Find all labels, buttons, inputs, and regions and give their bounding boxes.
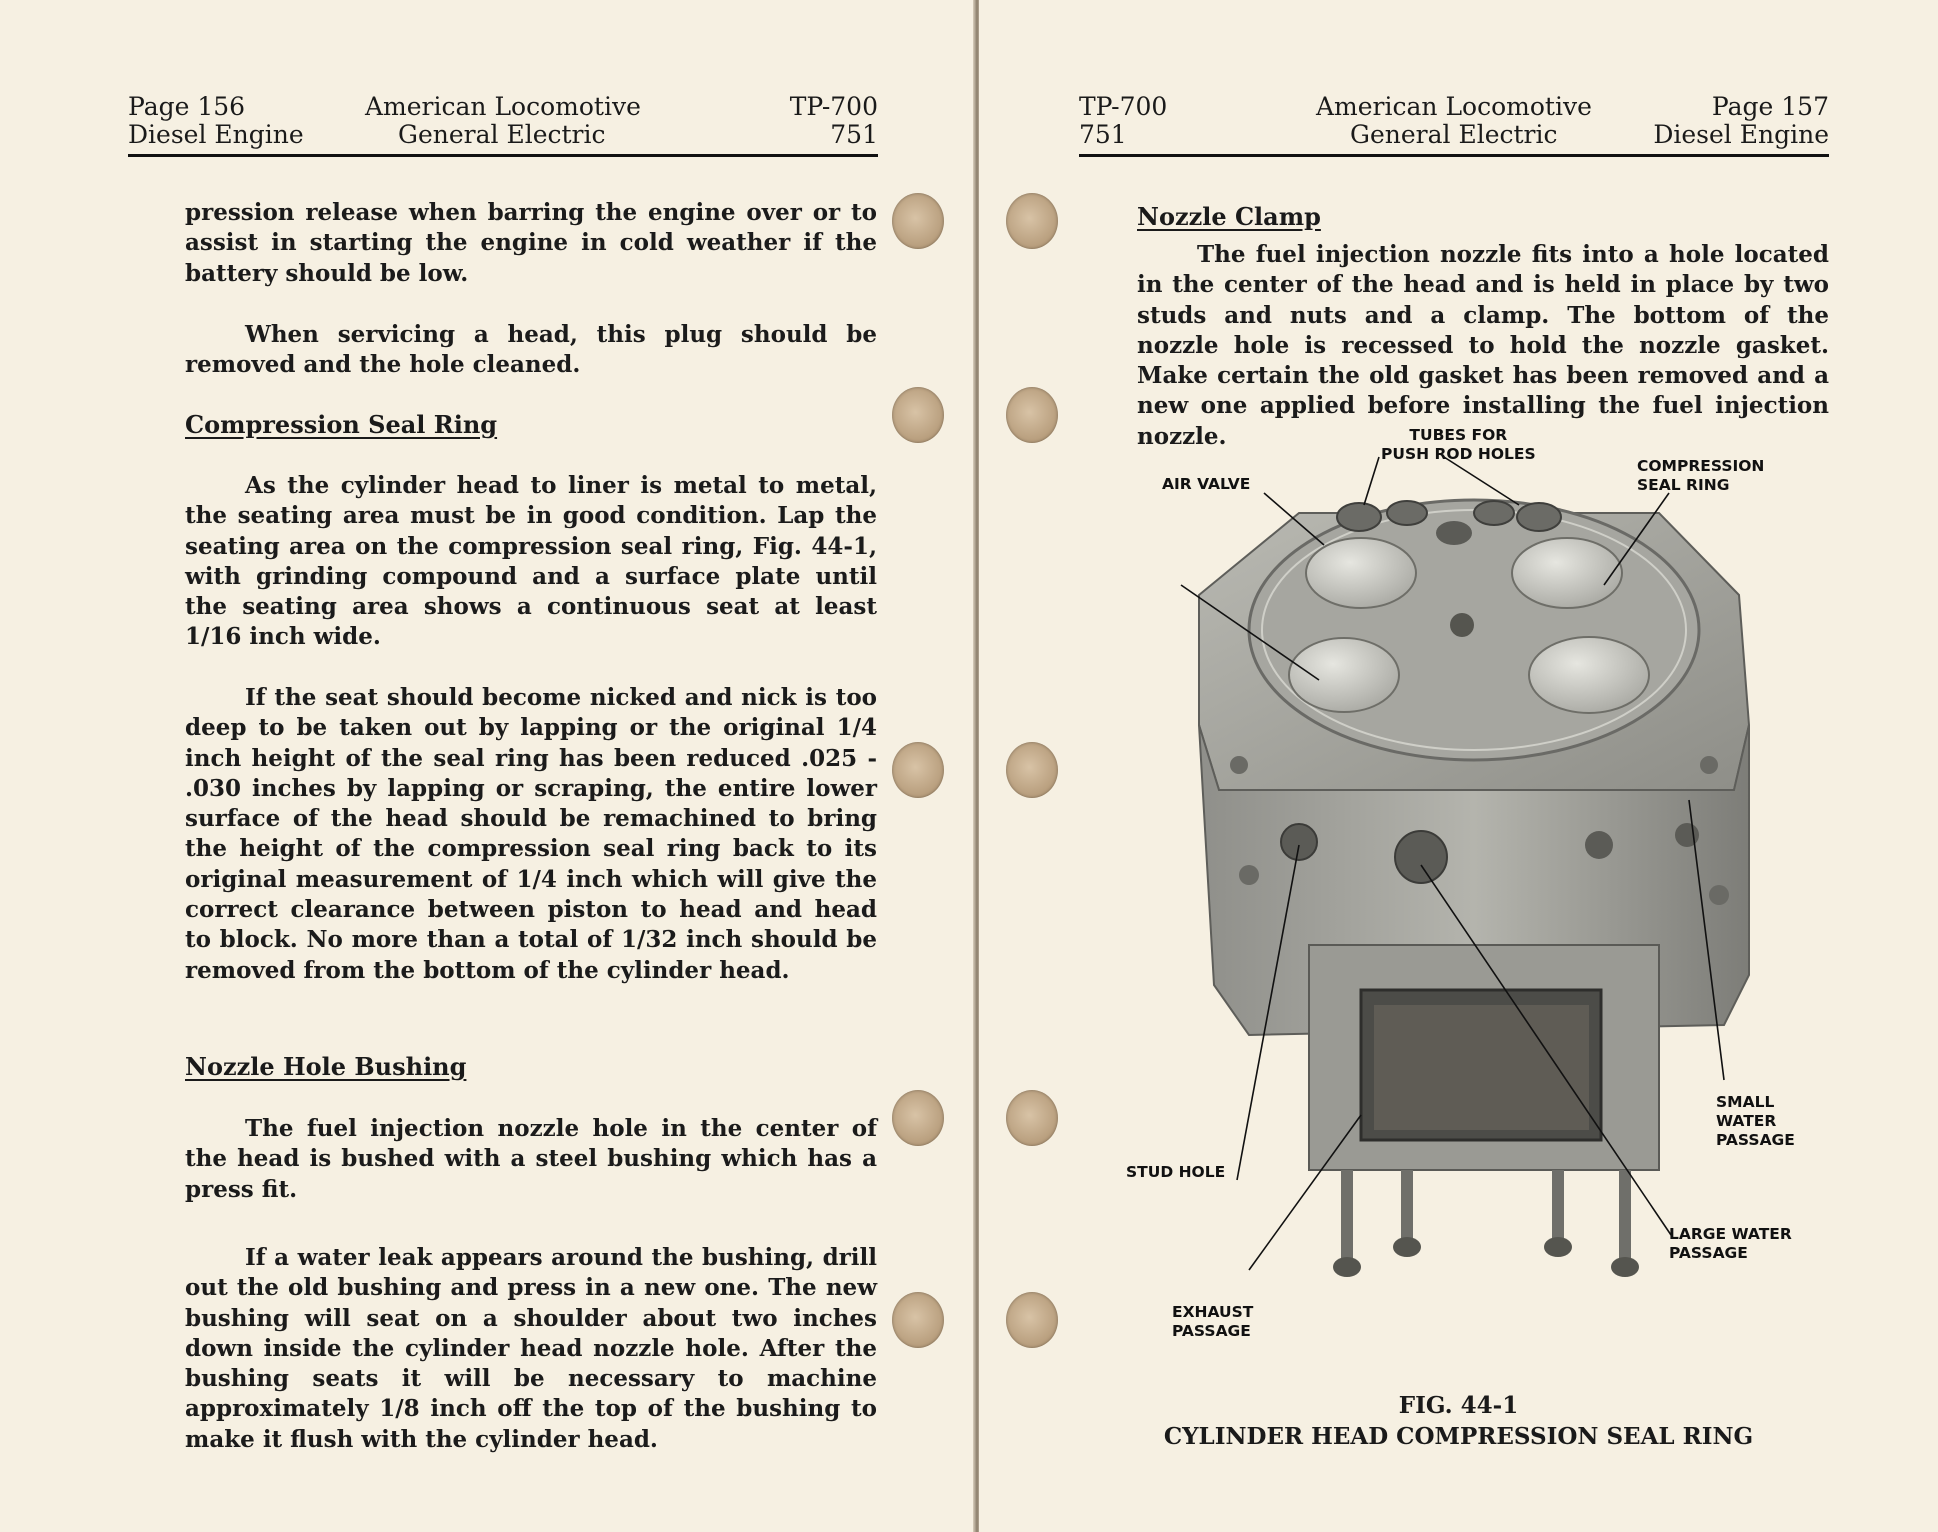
right-page-doc-rev: 751 (1079, 120, 1127, 149)
left-page-doc-id: TP-700 (789, 92, 878, 121)
right-page-number: Page 157 (1711, 92, 1829, 121)
binder-hole (892, 193, 944, 249)
left-page-number: Page 156 (128, 92, 246, 121)
binder-hole (1006, 1090, 1058, 1146)
right-page-header-title: American Locomotive (1316, 92, 1592, 121)
paragraph-nozzle-clamp: The fuel injection nozzle fits into a hole located in the center of the head and is held in place by two studs and nuts and a clamp. The bottom of the nozzle hole is recessed to hold the nozzle gasket. Make certain the old gasket has been removed and a new one applied before installing the fuel injection nozzle. (1137, 241, 1829, 450)
callout-air-valve: AIR VALVE (1162, 475, 1251, 493)
right-page-header (1079, 92, 1829, 157)
paragraph-compression-1: As the cylinder head to liner is metal to metal, the seating area must be in good condition. Lap the seating area on the compression seal ring, Fig. 44-1, with grinding compound and a surface plate until the seating area shows a continuous seat at least 1/16 inch wide. (185, 472, 877, 651)
binder-hole (892, 1090, 944, 1146)
left-page-header (128, 92, 878, 157)
right-page-doc-id: TP-700 (1079, 92, 1168, 121)
heading-nozzle-clamp: Nozzle Clamp (1137, 202, 1321, 231)
left-page-header-title: American Locomotive (365, 92, 641, 121)
right-page (979, 0, 1938, 1532)
paragraph-bushing-1: The fuel injection nozzle hole in the center of the head is bushed with a steel bushing which has a press fit. (185, 1115, 877, 1203)
callout-small-water-passage: SMALL WATER PASSAGE (1716, 1093, 1795, 1149)
left-page-doc-rev: 751 (830, 120, 878, 149)
binder-hole (1006, 1292, 1058, 1348)
paragraph-compression-2: If the seat should become nicked and nick is too deep to be taken out by lapping or the original 1/4 inch height of the seal ring has been reduced .025 - .030 inches by lapping or scraping, the entire lower surface of the head should be remachined to bring the height of the compression seal ring back to its original measurement of 1/4 inch which will give the correct clearance between piston to head and head to block. No more than a total of 1/32 inch should be removed from the bottom of the cylinder head. (185, 684, 877, 984)
binder-hole (1006, 387, 1058, 443)
heading-compression-seal-ring: Compression Seal Ring (185, 410, 498, 439)
paragraph-servicing: When servicing a head, this plug should be removed and the hole cleaned. (185, 321, 877, 379)
left-page-header-subtitle: General Electric (398, 120, 606, 149)
paragraph-bushing-2: If a water leak appears around the bushing, drill out the old bushing and press in a new one. The new bushing will seat on a shoulder about two inches down inside the cylinder head nozzle hole. After the bushing seats it will be necessary to machine approximately 1/8 inch off the top of the bushing to make it flush with the cylinder head. (185, 1244, 877, 1453)
binder-hole (892, 742, 944, 798)
paragraph-continued: pression release when barring the engine over or to assist in starting the engine in cold weather if the battery should be low. (185, 199, 877, 287)
callout-stud-hole: STUD HOLE (1126, 1163, 1226, 1181)
cylinder-head-photo (1099, 425, 1819, 1345)
callout-large-water-passage: LARGE WATER PASSAGE (1669, 1225, 1792, 1262)
figure-caption-number: FIG. 44-1 (1398, 1392, 1519, 1419)
binder-hole (892, 1292, 944, 1348)
air-valve (1306, 538, 1416, 608)
figure-caption-title: CYLINDER HEAD COMPRESSION SEAL RING (1163, 1423, 1754, 1450)
right-page-subject: Diesel Engine (1653, 120, 1829, 149)
binder-hole (1006, 742, 1058, 798)
left-page-subject: Diesel Engine (128, 120, 304, 149)
binder-hole (1006, 193, 1058, 249)
right-page-header-subtitle: General Electric (1350, 120, 1558, 149)
callout-compression-seal-ring: COMPRESSION SEAL RING (1637, 457, 1765, 494)
callout-tubes-push-rod: TUBES FOR PUSH ROD HOLES (1381, 426, 1536, 463)
callout-exhaust-passage: EXHAUST PASSAGE (1172, 1303, 1254, 1340)
figure-cylinder-head (1099, 425, 1819, 1345)
binder-hole (892, 387, 944, 443)
heading-nozzle-hole-bushing: Nozzle Hole Bushing (185, 1052, 467, 1081)
